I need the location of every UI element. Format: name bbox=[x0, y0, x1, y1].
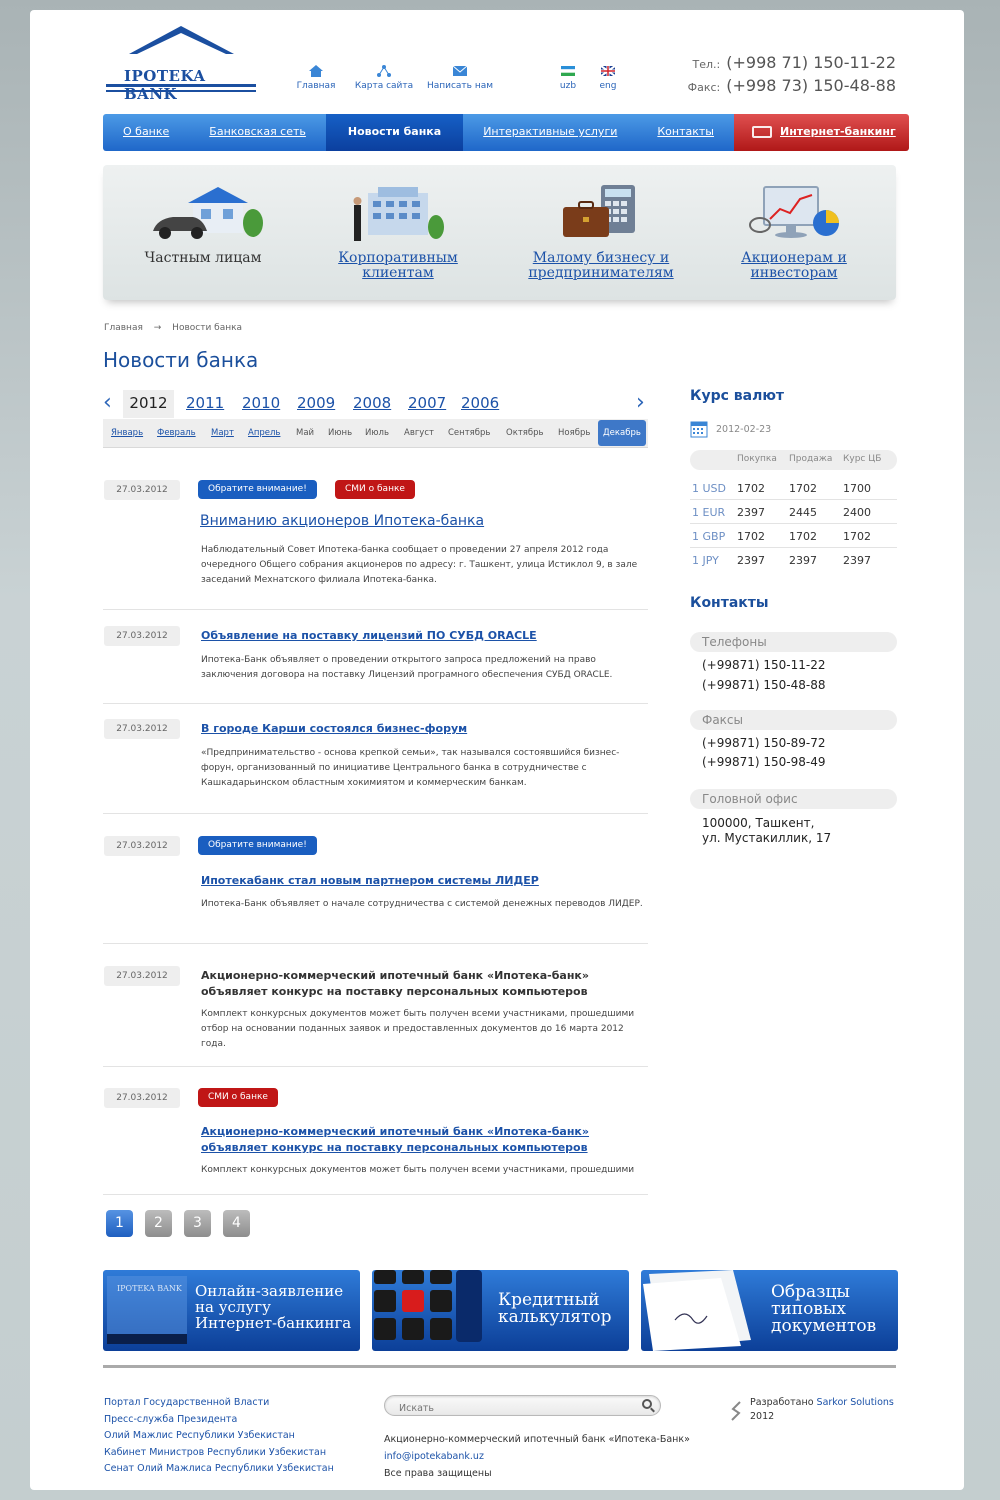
rates-cell: 2445 bbox=[789, 506, 817, 519]
monitor-chart-icon bbox=[734, 183, 854, 245]
rates-cell: 1702 bbox=[737, 530, 765, 543]
prev-year-arrow-icon[interactable]: ‹ bbox=[103, 390, 112, 415]
category-investors[interactable] bbox=[704, 183, 884, 281]
rates-cell: 2400 bbox=[843, 506, 871, 519]
year-tab[interactable]: 2006 bbox=[461, 394, 500, 412]
footer-email-link[interactable]: info@ipotekabank.uz bbox=[384, 1451, 484, 1462]
sarkor-logo-icon bbox=[730, 1400, 742, 1422]
news-date: 27.03.2012 bbox=[104, 1088, 180, 1108]
rates-header-cell: Курс ЦБ bbox=[843, 454, 882, 464]
month-tab[interactable]: Январь bbox=[111, 428, 144, 438]
news-tag[interactable]: СМИ о банке bbox=[335, 480, 415, 499]
rates-currency: 1 JPY bbox=[692, 554, 719, 567]
category-private[interactable] bbox=[113, 183, 293, 266]
month-tab[interactable]: Июнь bbox=[328, 428, 353, 438]
category-label: Акционерам и инвесторам bbox=[741, 250, 847, 281]
rates-row bbox=[690, 476, 897, 500]
contact-address-line: ул. Мустакиллик, 17 bbox=[702, 831, 832, 845]
year-tab[interactable]: 2011 bbox=[186, 394, 225, 412]
fax-label: Факс: bbox=[687, 81, 721, 94]
search-box bbox=[384, 1395, 661, 1416]
promo-logo-text: IPOTEKA BANK bbox=[117, 1284, 182, 1293]
promo-title: Образцы типовых документов bbox=[771, 1282, 877, 1336]
year-tab[interactable]: 2010 bbox=[242, 394, 281, 412]
rates-currency: 1 GBP bbox=[692, 530, 726, 543]
calculator-icon bbox=[372, 1270, 484, 1351]
footer-link[interactable]: Кабинет Министров Республики Узбекистан bbox=[104, 1446, 327, 1458]
rates-row bbox=[690, 524, 897, 548]
rates-cell: 1702 bbox=[737, 482, 765, 495]
footer-links bbox=[104, 1395, 334, 1478]
breadcrumb-home[interactable]: Главная bbox=[104, 323, 143, 333]
breadcrumb bbox=[104, 323, 242, 333]
category-label: Малому бизнесу и предпринимателям bbox=[528, 250, 674, 281]
internet-banking-button[interactable] bbox=[734, 114, 909, 151]
rates-cell: 1700 bbox=[843, 482, 871, 495]
month-tab[interactable]: Декабрь bbox=[598, 420, 646, 446]
news-tag[interactable]: Обратите внимание! bbox=[198, 836, 317, 855]
nav-item-about[interactable]: О банке bbox=[123, 125, 170, 138]
rates-row bbox=[690, 500, 897, 524]
breadcrumb-current: Новости банка bbox=[172, 323, 243, 333]
news-title[interactable]: Вниманию акционеров Ипотека-банка bbox=[200, 513, 485, 529]
lang-eng[interactable] bbox=[568, 65, 648, 91]
contacts-title: Контакты bbox=[690, 595, 769, 611]
month-tab[interactable]: Апрель bbox=[248, 428, 281, 438]
calendar-icon[interactable] bbox=[690, 420, 708, 438]
logo-text: IPOTEKA BANK bbox=[124, 67, 206, 103]
footer-link[interactable]: Пресс-служба Президента bbox=[104, 1413, 238, 1425]
header-phones bbox=[688, 52, 896, 98]
news-date: 27.03.2012 bbox=[104, 719, 180, 739]
footer-info bbox=[384, 1431, 690, 1482]
developer-prefix: Разработано bbox=[750, 1397, 814, 1408]
footer-link[interactable]: Сенат Олий Мажлиса Республики Узбекистан bbox=[104, 1463, 334, 1474]
search-input[interactable] bbox=[385, 1399, 625, 1418]
month-tab[interactable]: Август bbox=[404, 428, 434, 438]
contact-phone: (+99871) 150-11-22 bbox=[702, 658, 826, 672]
news-text: Наблюдательный Совет Ипотека-банка сообщает о проведении 27 апреля 2012 года очередного Общего собрания акционеров по адресу: г. Ташкент, улица Истиклол 9, в зале заседаний Мехнатского филиала Ипотека-банка. bbox=[201, 545, 638, 585]
rates-currency: 1 EUR bbox=[692, 506, 726, 519]
news-text: «Предпринимательство - основа крепкой семьи», так назывался состоявшийся бизнес-форун, организованный по инициативе Центрального банка в сотрудничестве с Кашкадарьинском областным хокимиятом и коммерческим банкам. bbox=[201, 748, 620, 788]
news-text: Комплект конкурсных документов может быть получен всеми участниками, прошедшими отбор на основании поданных заявок и предоставленных документов до 16 марта 2012 года. bbox=[201, 1009, 635, 1049]
category-label: Корпоративным клиентам bbox=[338, 250, 458, 281]
month-tab[interactable]: Май bbox=[296, 428, 315, 438]
news-title[interactable]: Акционерно-коммерческий ипотечный банк «Ипотека-банк» объявляет конкурс на поставку персональных компьютеров bbox=[201, 1125, 590, 1154]
nav-item-contacts[interactable]: Контакты bbox=[657, 125, 714, 138]
year-tabs bbox=[103, 390, 648, 420]
promo-documents[interactable] bbox=[641, 1270, 898, 1351]
page-title: Новости банка bbox=[103, 348, 259, 372]
internet-banking-label: Интернет-банкинг bbox=[780, 125, 896, 138]
main-nav bbox=[103, 114, 894, 151]
rates-date: 2012-02-23 bbox=[716, 424, 772, 435]
year-tab[interactable]: 2012 bbox=[123, 390, 174, 420]
year-tab[interactable]: 2009 bbox=[297, 394, 336, 412]
nav-item-news[interactable]: Новости банка bbox=[326, 114, 463, 151]
nav-item-network[interactable]: Банковская сеть bbox=[209, 125, 306, 138]
news-date: 27.03.2012 bbox=[104, 626, 180, 646]
contacts-office-label: Головной офис bbox=[690, 789, 897, 809]
news-date: 27.03.2012 bbox=[104, 836, 180, 856]
news-title[interactable]: Ипотекабанк стал новым партнером системы ЛИДЕР bbox=[201, 874, 539, 887]
search-icon[interactable] bbox=[642, 1399, 652, 1409]
news-item bbox=[103, 719, 648, 814]
news-text: Ипотека-Банк объявляет о начале сотрудничества с системой денежных переводов ЛИДЕР. bbox=[201, 899, 643, 909]
news-date: 27.03.2012 bbox=[104, 966, 180, 986]
news-item bbox=[103, 836, 648, 944]
promo-title: Онлайн-заявление на услугу Интернет-банкинга bbox=[195, 1282, 352, 1332]
home-icon bbox=[309, 65, 323, 77]
rates-header-cell: Покупка bbox=[737, 454, 777, 464]
developer-year: 2012 bbox=[750, 1411, 775, 1422]
news-text: Ипотека-Банк объявляет о проведении открытого запроса предложений на право заключения договора на поставку Лицензий програмного обеспечения СУБД ORACLE. bbox=[201, 655, 613, 680]
rates-table bbox=[690, 450, 897, 572]
fax-number: (+998 73) 150-48-88 bbox=[726, 76, 896, 95]
contact-address-line: 100000, Ташкент, bbox=[702, 816, 815, 830]
contacts-faxes-label: Факсы bbox=[690, 710, 897, 730]
rates-row bbox=[690, 548, 897, 572]
month-tabs bbox=[103, 418, 648, 448]
month-tab[interactable]: Июль bbox=[365, 428, 389, 438]
promo-internet-banking[interactable] bbox=[103, 1270, 360, 1351]
rates-cell: 2397 bbox=[789, 554, 817, 567]
year-tab[interactable]: 2007 bbox=[408, 394, 447, 412]
month-tab[interactable]: Сентябрь bbox=[448, 428, 491, 438]
news-item bbox=[103, 966, 648, 1067]
category-corporate[interactable] bbox=[308, 183, 488, 281]
contact-fax: (+99871) 150-98-49 bbox=[702, 755, 826, 769]
house-car-icon bbox=[143, 183, 263, 245]
rates-cell: 1702 bbox=[789, 530, 817, 543]
category-banner bbox=[103, 165, 896, 300]
month-tab[interactable]: Март bbox=[211, 428, 234, 438]
month-tab[interactable]: Октябрь bbox=[506, 428, 544, 438]
uk-flag-icon bbox=[601, 65, 615, 77]
month-tab[interactable]: Ноябрь bbox=[558, 428, 591, 438]
category-label: Частным лицам bbox=[144, 250, 262, 266]
breadcrumb-separator: → bbox=[153, 323, 162, 333]
rates-cell: 2397 bbox=[737, 554, 765, 567]
developer-link[interactable]: Sarkor Solutions bbox=[816, 1397, 894, 1408]
top-link-label: Написать нам bbox=[426, 81, 494, 91]
documents-icon bbox=[641, 1270, 761, 1351]
next-year-arrow-icon[interactable]: › bbox=[636, 390, 645, 415]
footer-bank-name: Акционерно-коммерческий ипотечный банк «Ипотека-Банк» bbox=[384, 1434, 690, 1445]
monitor-icon bbox=[103, 1270, 193, 1351]
news-tag[interactable]: Обратите внимание! bbox=[198, 480, 317, 499]
rates-cell: 2397 bbox=[737, 506, 765, 519]
rates-cell: 2397 bbox=[843, 554, 871, 567]
pager-page[interactable]: 3 bbox=[184, 1210, 211, 1237]
rates-cell: 1702 bbox=[789, 482, 817, 495]
footer-divider bbox=[103, 1365, 896, 1368]
pager-page[interactable]: 1 bbox=[106, 1210, 133, 1237]
rates-header bbox=[690, 450, 897, 470]
pager-page[interactable]: 4 bbox=[223, 1210, 250, 1237]
office-building-icon bbox=[338, 183, 458, 245]
mail-icon bbox=[453, 65, 467, 77]
year-tab[interactable]: 2008 bbox=[353, 394, 392, 412]
news-title: Акционерно-коммерческий ипотечный банк «Ипотека-банк» объявляет конкурс на поставку персональных компьютеров bbox=[201, 969, 590, 998]
rates-header-cell: Продажа bbox=[789, 454, 833, 464]
footer-developer bbox=[730, 1396, 894, 1424]
news-item bbox=[103, 626, 648, 704]
page-container bbox=[30, 10, 964, 1490]
top-link-label: Карта сайта bbox=[354, 81, 414, 91]
logo[interactable] bbox=[104, 24, 259, 103]
news-item bbox=[103, 480, 648, 610]
lang-label: uzb bbox=[559, 81, 577, 91]
lang-label: eng bbox=[599, 81, 617, 91]
sitemap-icon bbox=[377, 65, 391, 77]
monitor-icon bbox=[752, 126, 772, 138]
phone-label: Тел.: bbox=[692, 58, 721, 71]
news-item bbox=[103, 1088, 648, 1195]
nav-item-services[interactable]: Интерактивные услуги bbox=[483, 125, 618, 138]
briefcase-calculator-icon bbox=[541, 183, 661, 245]
top-link-label: Главная bbox=[296, 81, 336, 91]
contact-phone: (+99871) 150-48-88 bbox=[702, 678, 826, 692]
pager-page[interactable]: 2 bbox=[145, 1210, 172, 1237]
contacts-phones-label: Телефоны bbox=[690, 632, 897, 652]
top-link-mail[interactable] bbox=[420, 65, 500, 91]
footer-link[interactable]: Олий Мажлис Республики Узбекистан bbox=[104, 1430, 295, 1441]
footer-rights: Все права защищены bbox=[384, 1468, 492, 1479]
footer-link[interactable]: Портал Государственной Власти bbox=[104, 1397, 270, 1408]
news-title[interactable]: Объявление на поставку лицензий ПО СУБД ORACLE bbox=[201, 629, 537, 642]
news-tag[interactable]: СМИ о банке bbox=[198, 1088, 278, 1107]
rates-cell: 1702 bbox=[843, 530, 871, 543]
top-link-sitemap[interactable] bbox=[344, 65, 424, 91]
promo-calculator[interactable] bbox=[372, 1270, 629, 1351]
news-title[interactable]: В городе Карши состоялся бизнес-форум bbox=[201, 722, 468, 735]
news-text: Комплект конкурсных документов может быть получен всеми участниками, прошедшими bbox=[201, 1165, 635, 1175]
rates-currency: 1 USD bbox=[692, 482, 726, 495]
month-tab[interactable]: Февраль bbox=[157, 428, 196, 438]
category-small-business[interactable] bbox=[511, 183, 691, 281]
news-date: 27.03.2012 bbox=[104, 480, 180, 500]
phone-number: (+998 71) 150-11-22 bbox=[726, 53, 896, 72]
contact-fax: (+99871) 150-89-72 bbox=[702, 736, 826, 750]
rates-title: Курс валют bbox=[690, 388, 785, 404]
promo-title: Кредитный калькулятор bbox=[498, 1290, 612, 1327]
